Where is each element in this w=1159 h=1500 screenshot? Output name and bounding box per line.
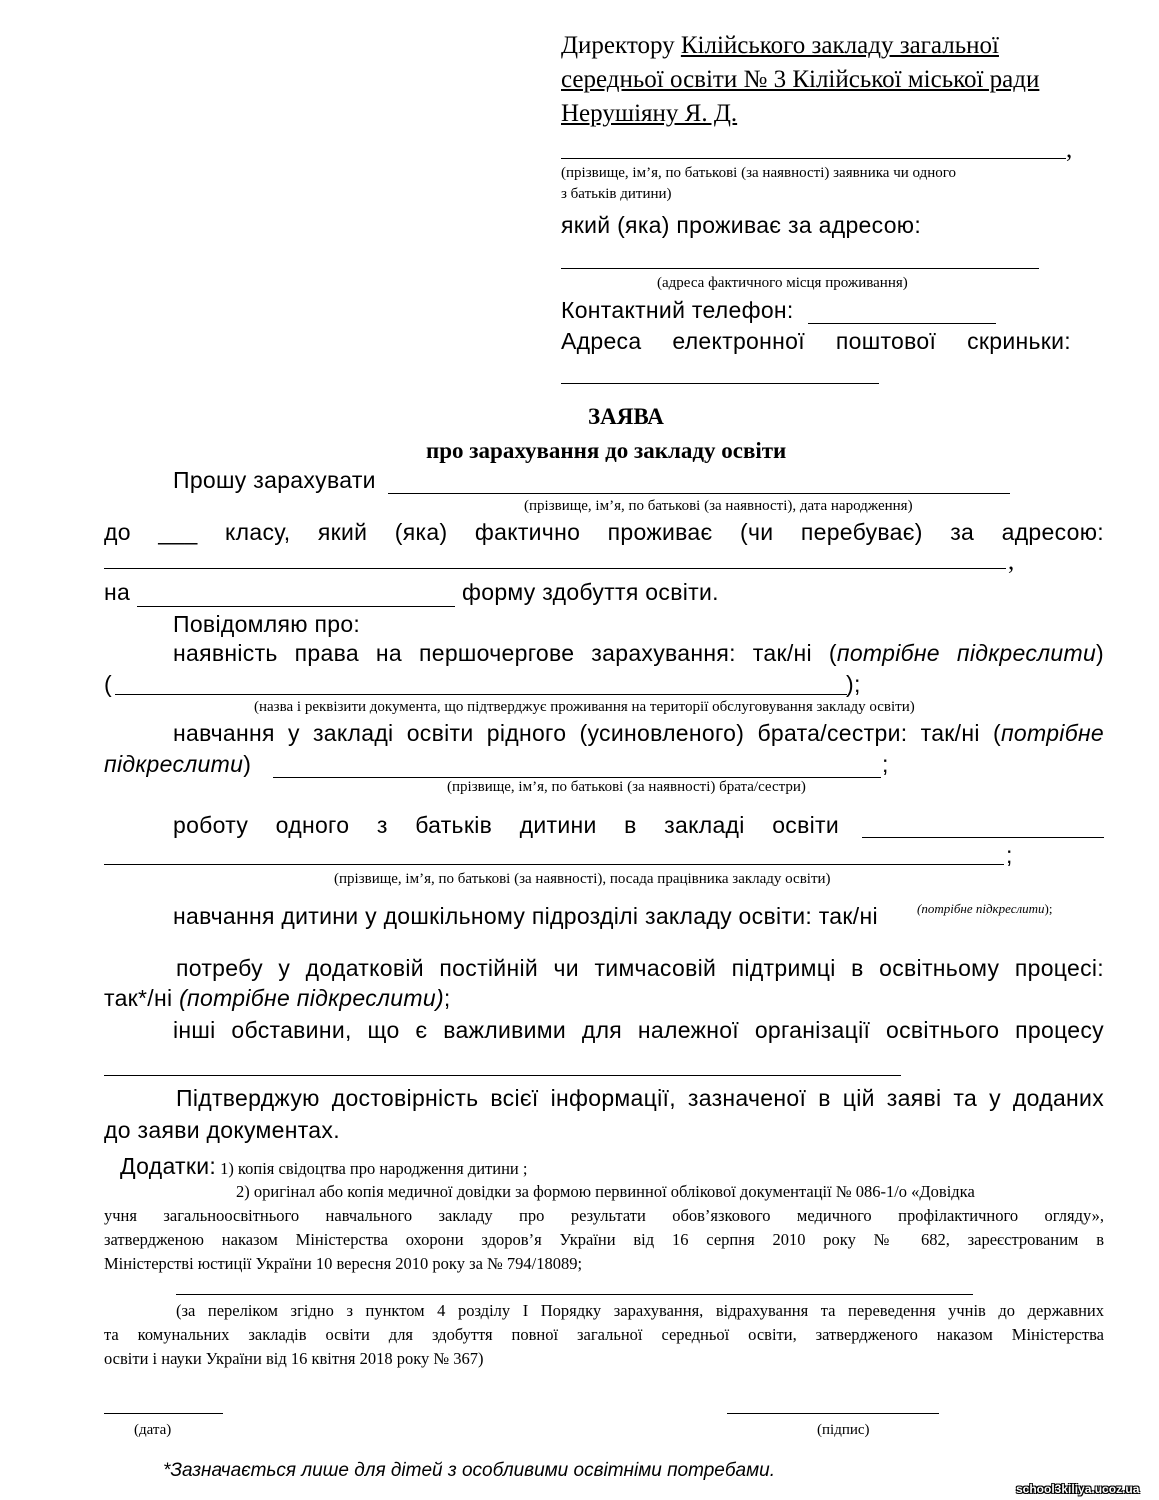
child-name-hint: (прізвище, ім’я, по батькові (за наявності), дата народження) (524, 498, 913, 514)
preschool-note-end: ); (1044, 901, 1053, 916)
parent-work-line-b (104, 864, 1004, 865)
attachment-item-2-line-4: Міністерстві юстиції України 10 вересня 2010 року за № 794/18089; (104, 1254, 583, 1273)
document-close-paren: ); (846, 671, 861, 697)
sibling-italic-2: підкреслити (104, 751, 244, 777)
applicant-hint-1: (прізвище, ім’я, по батькові (за наявності) заявника чи одного (561, 165, 957, 181)
support-line-2 (104, 985, 451, 1012)
applicant-hint-2: з батьків дитини) (561, 186, 672, 202)
address-label: який (яка) проживає за адресою: (561, 212, 922, 238)
applicant-name-line (561, 158, 1066, 159)
other-circumstances-blank (104, 1075, 901, 1076)
director-name: Нерушіяну Я. Д. (561, 100, 738, 127)
addressee-line-2: середньої освіти № 3 Кілійської міської ради (561, 66, 1040, 93)
parent-work-line-a (862, 837, 1104, 838)
attachments-label: Додатки: (120, 1153, 217, 1179)
document-line (115, 694, 847, 695)
form-suffix: форму здобуття освіти. (462, 579, 719, 605)
attachments-note-line-3: освіти і науки України від 16 квітня 2018 року № 367) (104, 1349, 484, 1368)
priority-text: наявність права на першочергове зарахування: так/ні ( (173, 640, 837, 666)
attachment-item-2-line-3: затвердженою наказом Міністерства охорони здоров’я України від 16 серпня 2010 року № 682, зареєстрованим в (104, 1230, 1104, 1249)
parent-work-hint: (прізвище, ім’я, по батькові (за наявності), посада працівника закладу освіти) (334, 871, 831, 887)
preschool-line: навчання дитини у дошкільному підрозділі закладу освіти: так/ні (173, 903, 878, 929)
phone-label: Контактний телефон: (561, 297, 794, 323)
attachment-item-2-line-2: учня загальноосвітнього навчального закладу про результати обов’язкового медичного профілактичного огляду», (104, 1206, 1104, 1225)
request-label: Прошу зарахувати (173, 467, 376, 493)
preschool-note-italic: (потрібне підкреслити (917, 901, 1045, 916)
address-line (561, 268, 1039, 269)
form-prefix: на (104, 579, 131, 605)
document-subtitle: про зарахування до закладу освіти (426, 438, 787, 463)
sibling-hint: (прізвище, ім’я, по батькові (за наявності) брата/сестри) (447, 779, 806, 795)
document-hint: (назва і реквізити документа, що підтверджує проживання на території обслуговування закладу освіти) (254, 699, 915, 715)
applicant-comma: , (1066, 136, 1073, 163)
sibling-semicolon: ; (882, 751, 889, 777)
parent-work-semicolon: ; (1006, 842, 1013, 868)
notify-label: Повідомляю про: (173, 611, 361, 637)
addressee-line-1 (561, 32, 999, 60)
document-title: ЗАЯВА (588, 404, 664, 429)
attachments-note-line-2: та комунальних закладів освіти для здобуття повної загальної середньої освіти, затвердженого наказом Міністерства (104, 1325, 1104, 1344)
attachment-item-1: 1) копія свідоцтва про народження дитини ; (220, 1159, 528, 1178)
support-line: потребу у додатковій постійній чи тимчасовій підтримці в освітньому процесі: (176, 955, 1104, 981)
attachments-note-line-1: (за переліком згідно з пунктом 4 розділу I Порядку зарахування, відрахування та переведення учнів до державних (176, 1301, 1104, 1320)
email-label: Адреса електронної поштової скриньки: (561, 328, 1071, 354)
child-address-comma: , (1008, 548, 1015, 575)
signature-line (727, 1413, 939, 1414)
additional-attachments-line (176, 1294, 973, 1295)
sibling-line (173, 720, 1104, 747)
watermark: school3kiliya.ucoz.ua (1016, 1482, 1140, 1496)
priority-italic: потрібне підкреслити (836, 640, 1097, 666)
education-form-line (137, 606, 455, 607)
child-name-line (388, 493, 1010, 494)
date-line (104, 1413, 223, 1414)
email-line (561, 383, 879, 384)
sibling-close: ) (243, 751, 252, 777)
support-semicolon: ; (443, 985, 451, 1011)
child-address-line (104, 568, 1006, 569)
address-hint: (адреса фактичного місця проживання) (657, 275, 908, 291)
support-italic: (потрібне підкреслити) (179, 985, 444, 1011)
other-circumstances-line: інші обставини, що є важливими для належної організації освітнього процесу (173, 1017, 1104, 1043)
attachments-first-line (120, 1153, 527, 1180)
preschool-note (917, 901, 1052, 917)
sibling-italic-1: потрібне (1000, 720, 1104, 746)
school-name-part-1: Кілійського закладу загальної (680, 32, 999, 59)
support-yes-no: так*/ні (104, 985, 180, 1011)
signature-label: (підпис) (817, 1422, 870, 1438)
priority-line (173, 640, 1104, 667)
confirmation-line-1: Підтверджую достовірність всієї інформації, зазначеної в цій заяві та у доданих (176, 1085, 1104, 1111)
sibling-line-2 (104, 751, 251, 778)
document-open-paren: ( (104, 671, 112, 697)
priority-close: ) (1096, 640, 1105, 666)
attachment-item-2-line-1: 2) оригінал або копія медичної довідки за формою первинної облікової документації № 086-1/о «Довідка (236, 1182, 975, 1201)
date-label: (дата) (134, 1422, 172, 1438)
sibling-text: навчання у закладі освіти рідного (усиновленого) брата/сестри: так/ні ( (173, 720, 1001, 746)
confirmation-line-2: до заяви документах. (104, 1117, 340, 1143)
class-line: до ___ класу, який (яка) фактично проживає (чи перебуває) за адресою: (104, 519, 1104, 545)
phone-line (808, 323, 996, 324)
parent-work-line: роботу одного з батьків дитини в закладі освіти (173, 812, 839, 838)
sibling-name-line (273, 777, 881, 778)
addressee-prefix: Директору (561, 32, 681, 59)
footnote: *Зазначається лише для дітей з особливими освітніми потребами. (163, 1460, 775, 1481)
